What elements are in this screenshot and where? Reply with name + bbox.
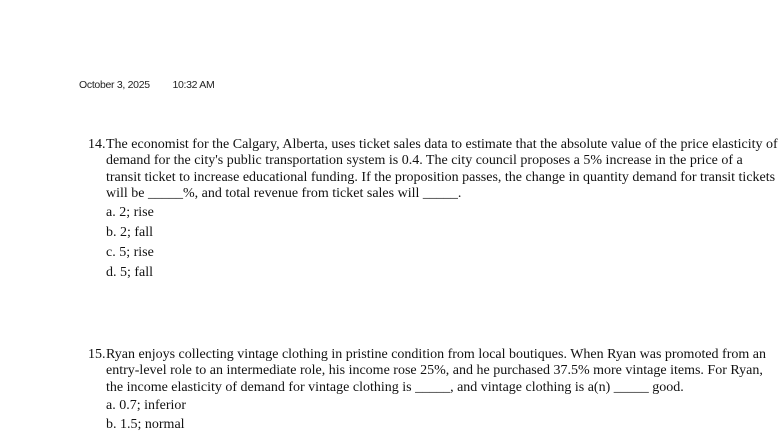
question-stem (88, 347, 784, 396)
question-text: Ryan enjoys collecting vintage clothing in pristine condition from local boutiques. When Ryan was promoted from an entry-level role to an intermediate role, his income rose 25%, and he purchased 37.5% more vintage items. For Ryan, the income elasticity of demand for vintage clothing is _____, and vintage clothing is a(n) _____ good. (106, 347, 766, 395)
print-header (79, 79, 214, 91)
option-d: d. 5; fall (106, 264, 154, 280)
question-text: The economist for the Calgary, Alberta, uses ticket sales data to estimate that the absolute value of the price elasticity of demand for the city's public transportation system is 0.4. The city council proposes a 5% increase in the price of a transit ticket to increase educational funding. If the proposition passes, the change in quantity demand for transit tickets will be _____%, and total revenue from ticket sales will _____. (106, 137, 778, 202)
question-number: 15. (88, 347, 106, 362)
answer-options (106, 204, 784, 284)
answer-options (106, 397, 784, 435)
option-b: b. 2; fall (106, 224, 154, 240)
print-date: October 3, 2025 (79, 79, 150, 91)
question-14 (88, 137, 784, 284)
question-15 (88, 347, 784, 435)
question-number: 14. (88, 137, 106, 152)
print-time: 10:32 AM (172, 79, 215, 91)
option-a: a. 2; rise (106, 204, 154, 220)
option-a: a. 0.7; inferior (106, 398, 187, 414)
option-c: c. 5; rise (106, 244, 154, 260)
option-b: b. 1.5; normal (106, 417, 185, 433)
question-stem (88, 137, 784, 203)
